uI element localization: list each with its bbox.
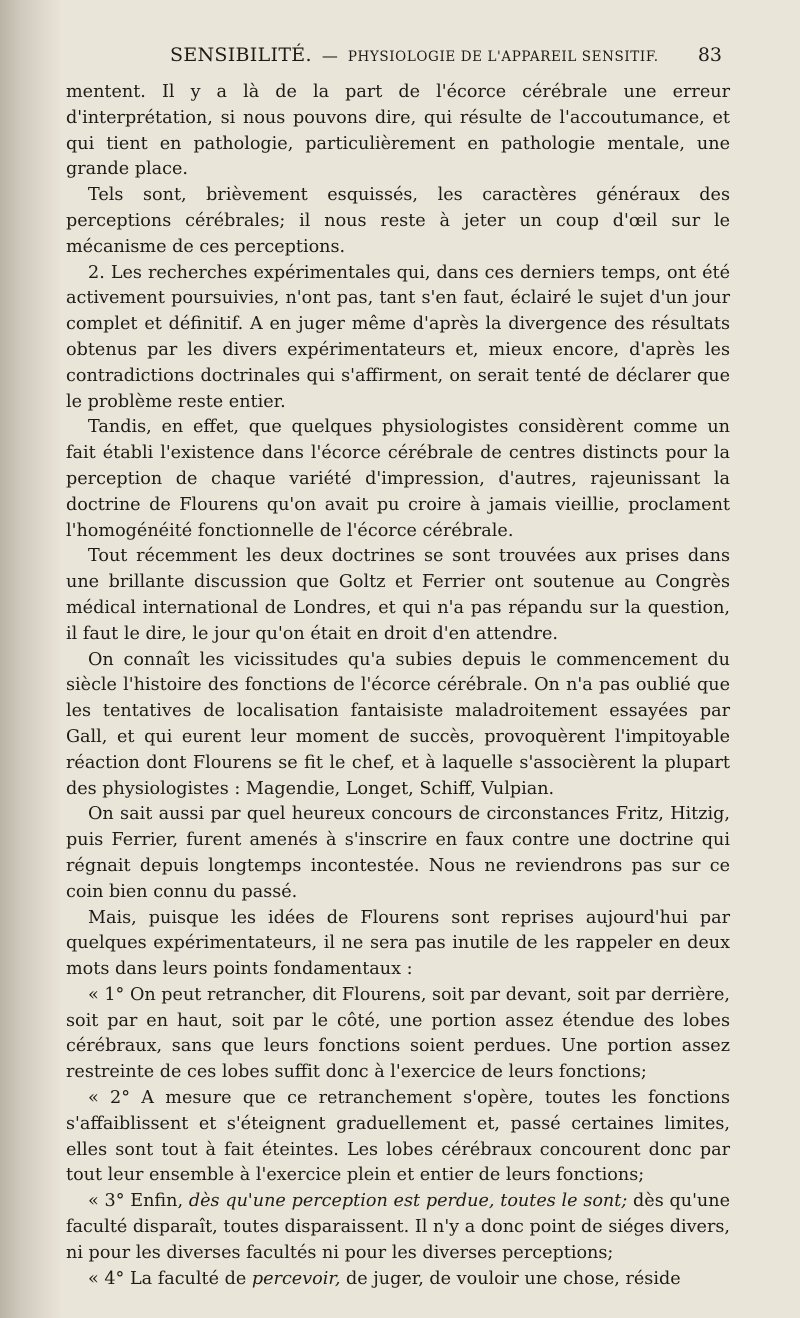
quote-text: « 3° Enfin,	[88, 1191, 189, 1212]
page-number: 83	[697, 44, 722, 66]
paragraph: On sait aussi par quel heureux concours de circonstances Fritz, Hitzig, puis Ferrier, furent amenés à s'inscrire en faux contre une doctrine qui régnait depuis longtemps incontestée. Nous ne reviendrons pas sur ce coin bien connu du passé.	[66, 804, 730, 902]
paragraph: On connaît les vicissitudes qu'a subies depuis le commencement du siècle l'histoire des fonctions de l'écorce cérébrale. On n'a pas oublié que les tentatives de localisation fantaisiste maladroitement essayées par Gall, et qui eurent leur moment de succès, provoquèrent l'impitoyable réaction dont Flourens se fit le chef, et à laquelle s'associèrent la plupart des physiologistes : Magendie, Longet, Schiff, Vulpian.	[66, 649, 730, 799]
paragraph-continued: mentent. Il y a là de la part de l'écorce cérébrale une erreur d'interprétation, si nous pouvons dire, qui résulte de l'accoutumance, et qui tient en pathologie, particulièrement en pathologie mentale, une grande place.	[66, 82, 730, 180]
quote-text: dès qu'une faculté disparaît, toutes disparaissent. Il n'y a donc point de siéges divers, ni pour les diverses facultés ni pour les diverses perceptions;	[66, 1191, 730, 1263]
italic-emphasis: percevoir,	[251, 1268, 341, 1289]
quote-paragraph	[66, 1267, 730, 1293]
paragraph: Tout récemment les deux doctrines se sont trouvées aux prises dans une brillante discussion que Goltz et Ferrier ont soutenue au Congrès médical international de Londres, et qui n'a pas répandu sur la question, il faut le dire, le jour qu'on était en droit d'en attendre.	[66, 546, 730, 644]
header-separator: —	[321, 46, 338, 65]
quote-paragraph: « 2° A mesure que ce retranchement s'opère, toutes les fonctions s'affaiblissent et s'éteignent graduellement et, passé certaines limites, elles sont tout à fait éteintes. Les lobes cérébraux concourent donc par tout leur ensemble à l'exercice plein et entier de leurs fonctions;	[66, 1088, 730, 1186]
body-text	[66, 80, 730, 1292]
paragraph: 2. Les recherches expérimentales qui, dans ces derniers temps, ont été activement poursuivies, n'ont pas, tant s'en faut, éclairé le sujet d'un jour complet et définitif. A en juger même d'après la divergence des résultats obtenus par les divers expérimentateurs et, mieux encore, d'après les contradictions doctrinales qui s'affirment, on serait tenté de déclarer que le problème reste entier.	[66, 262, 730, 412]
paragraph: Tels sont, brièvement esquissés, les caractères généraux des perceptions cérébrales; il nous reste à jeter un coup d'œil sur le mécanisme de ces perceptions.	[66, 185, 730, 257]
paragraph: Mais, puisque les idées de Flourens sont reprises aujourd'hui par quelques expérimentateurs, il ne sera pas inutile de les rappeler en deux mots dans leurs points fondamentaux :	[66, 907, 730, 980]
book-page	[66, 44, 730, 1292]
header-titles	[66, 44, 659, 66]
quote-paragraph	[66, 1189, 730, 1266]
running-title: SENSIBILITÉ.	[170, 44, 312, 66]
running-header	[66, 44, 730, 76]
book-gutter-shadow	[0, 0, 62, 1318]
quote-paragraph: « 1° On peut retrancher, dit Flourens, soit par devant, soit par derrière, soit par en haut, soit par le côté, une portion assez étendue des lobes cérébraux, sans que leurs fonctions soient perdues. Une portion assez restreinte de ces lobes suffit donc à l'exercice de leurs fonctions;	[66, 984, 730, 1083]
quote-text: de juger, de vouloir une chose, réside	[340, 1268, 681, 1289]
paragraph: Tandis, en effet, que quelques physiologistes considèrent comme un fait établi l'existence dans l'écorce cérébrale de centres distincts pour la perception de chaque variété d'impression, d'autres, rajeunissant la doctrine de Flourens qu'on avait pu croire à jamais vieillie, proclament l'homogénéité fonctionnelle de l'écorce cérébrale.	[66, 417, 730, 541]
italic-emphasis: dès qu'une perception est perdue, toutes le sont;	[188, 1191, 628, 1212]
running-subtitle: PHYSIOLOGIE DE L'APPAREIL SENSITIF.	[347, 49, 659, 65]
quote-text: « 4° La faculté de	[88, 1268, 252, 1289]
